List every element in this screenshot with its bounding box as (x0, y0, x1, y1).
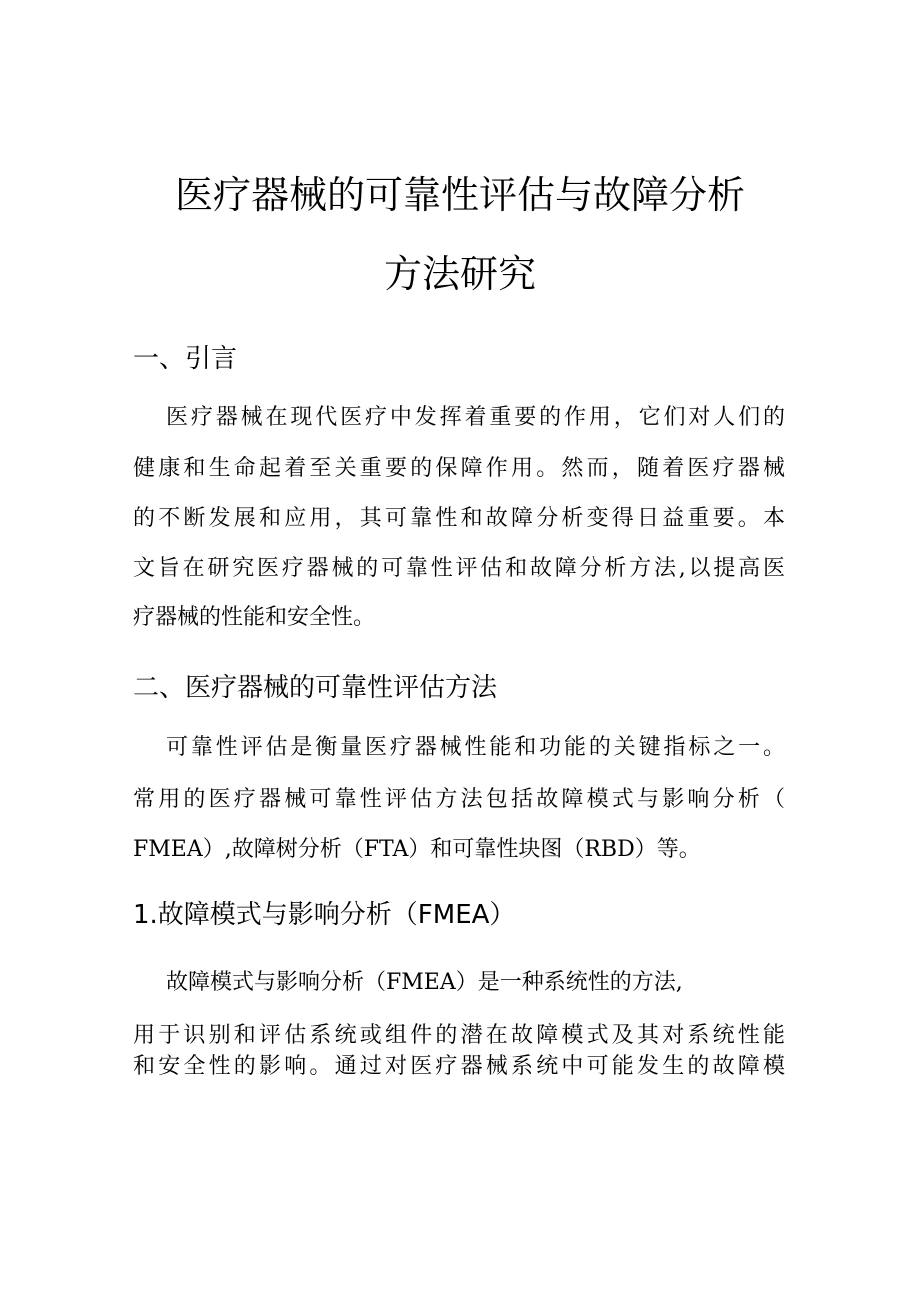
paragraph-line: 健康和生命起着至关重要的保障作用。然而，随着医疗器械 (133, 456, 785, 481)
document-title-line-1: 医疗器械的可靠性评估与故障分析 (174, 173, 745, 217)
document-title-line-2: 方法研究 (383, 252, 536, 296)
paragraph-line: 的不断发展和应用，其可靠性和故障分析变得日益重要。本 (133, 506, 785, 531)
paragraph-line: 和安全性的影响。通过对医疗器械系统中可能发生的故障模 (133, 1054, 785, 1079)
section-heading-introduction: 一、引言 (133, 344, 238, 374)
paragraph-line: 文旨在研究医疗器械的可靠性评估和故障分析方法,以提高医 (133, 556, 785, 581)
paragraph-line: 用于识别和评估系统或组件的潜在故障模式及其对系统性能 (133, 1023, 785, 1048)
subsection-heading-fmea: 1.故障模式与影响分析（FMEA） (133, 900, 516, 930)
paragraph-line: 疗器械的性能和安全性。 (133, 605, 376, 630)
paragraph-line: 故障模式与影响分析（FMEA）是一种系统性的方法, (166, 970, 683, 995)
paragraph-line: 常用的医疗器械可靠性评估方法包括故障模式与影响分析（ (133, 787, 785, 812)
paragraph-line: FMEA）,故障树分析（FTA）和可靠性块图（RBD）等。 (133, 837, 701, 862)
paragraph-line: 可靠性评估是衡量医疗器械性能和功能的关键指标之一。 (166, 735, 785, 760)
paragraph-line: 医疗器械在现代医疗中发挥着重要的作用，它们对人们的 (166, 405, 785, 430)
section-heading-reliability-methods: 二、医疗器械的可靠性评估方法 (133, 673, 498, 703)
